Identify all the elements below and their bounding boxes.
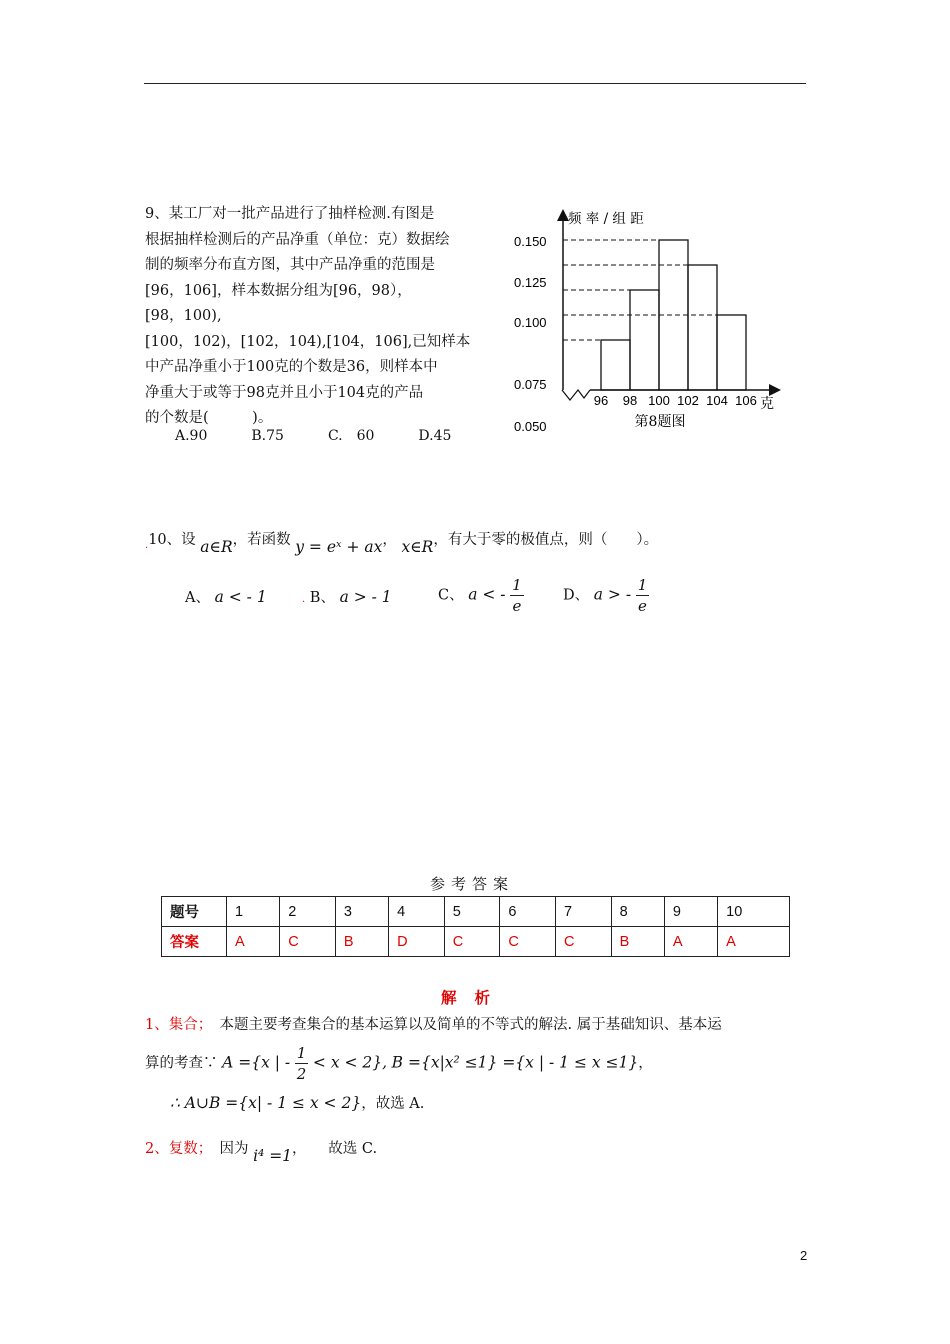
q9-line: 中产品净重小于100克的个数是36，则样本中 [145,359,438,375]
chart-title: 第8题图 [634,414,686,430]
q10-option-d-label: D、 [563,587,590,604]
q10-option-c-fraction [510,575,524,616]
answers-number-cell: 3 [335,897,388,927]
y-tick-label: 0.125 [514,275,547,290]
fraction-numerator: 1 [637,576,648,594]
question-9-text [145,202,485,432]
q10-option-d [563,575,649,616]
q10-sep: ， [382,532,397,548]
q9-line: [98，100), [145,308,222,324]
answers-value-cell: C [280,927,336,957]
x-tick-label: 106 [735,393,757,408]
analysis-1-setA-post: < x < 2}, [312,1053,388,1072]
analysis-title: 解析 [441,988,509,1007]
q9-line: 的个数是( )。 [145,410,273,426]
answers-number-cell: 7 [556,897,612,927]
q10-option-a-expr: a < - 1 [214,588,267,606]
analysis-1-union: ∴ A∪B ={x| - 1 ≤ x < 2} [170,1094,362,1112]
analysis-1-line-1 [145,1012,815,1038]
q9-line: 9、某工厂对一批产品进行了抽样检测.有图是 [145,206,435,222]
y-tick-label: 0.050 [514,419,547,434]
x-axis-label: 克 [760,396,774,412]
answers-value-cell: D [389,927,445,957]
q9-option: D.45 [418,428,452,444]
question-10: $_.$10、设 a∈R，若函数 y = eˣ + ax， x∈R，有大于零的极值点，则（ ）。 [145,532,659,556]
analysis-1-line-3 [170,1092,424,1113]
q10-option-c-expr: a < - [468,585,506,604]
q10-option-a [185,586,267,607]
analysis-2-text: 因为 [204,1141,249,1157]
analysis-1-tag: 1、集合； [145,1017,205,1033]
q10-option-b-label: B、 [309,590,335,606]
q9-line: 制的频率分布直方图，其中产品净重的范围是 [145,257,435,273]
answers-table [161,896,790,957]
answers-value-cell: A [718,927,790,957]
answers-number-cell: 4 [389,897,445,927]
answers-value-cell: A [664,927,717,957]
y-tick-label: 0.150 [514,234,547,249]
axis-break-icon [562,390,590,400]
answers-value-cell: B [611,927,664,957]
histogram-chart [500,200,790,450]
histogram-bar [630,290,659,390]
q10-option-b: . B、 a > - 1 [302,588,392,606]
answers-value-cell: C [500,927,556,957]
answers-value-cell: A [227,927,280,957]
answers-number-cell: 8 [611,897,664,927]
q10-option-d-fraction [636,575,650,616]
answers-value-cell: C [556,927,612,957]
fraction-denominator: 2 [296,1065,307,1083]
y-axis-label: 频 率 / 组 距 [568,211,644,227]
q10-a-in-r: a∈R [200,538,233,556]
page-number: 2 [800,1248,808,1263]
analysis-1-line2-pre: 算的考查∵ [145,1055,218,1072]
q10-option-a-label: A、 [185,590,210,606]
answers-number-cell: 2 [280,897,336,927]
fraction-numerator: 1 [296,1044,307,1062]
answers-header-label: 题号 [162,897,227,927]
answers-title: 参考答案 [430,875,515,893]
analysis-1-setA-pre: A ={x | - [222,1053,291,1072]
analysis-2 [145,1137,378,1165]
x-tick-label: 102 [677,393,699,408]
q10-mid: ，若函数 [232,532,291,548]
y-tick-label: 0.075 [514,377,547,392]
q10-option-c [438,575,524,616]
q9-option: B.75 [251,428,284,444]
y-tick-label: 0.100 [514,315,547,330]
histogram-bar [601,340,630,390]
q9-option: A.90 [175,428,208,444]
q10-prefix: 10、设 [148,532,196,548]
q9-option: C. 60 [327,428,375,444]
q9-line: [96，106]，样本数据分组为[96，98）， [145,282,412,299]
q9-line: [100，102)，[102，104),[104，106],已知样本 [145,333,471,350]
analysis-1-fraction [295,1043,309,1084]
q10-tail: ，有大于零的极值点，则（ ）。 [433,532,659,548]
x-tick-label: 96 [593,393,609,408]
fraction-denominator: e [638,597,647,615]
q10-x-in-r: x∈R [401,538,434,556]
answers-number-cell: 10 [718,897,790,927]
x-tick-label: 98 [622,393,638,408]
q10-option-b-expr: a > - 1 [339,588,392,606]
q10-function: y = eˣ + ax [295,538,383,556]
analysis-1-text: 本题主要考查集合的基本运算以及简单的不等式的解法. 属于基础知识、基本运 [204,1017,722,1033]
q10-option-c-label: C、 [438,587,464,604]
q9-line: 根据抽样检测后的产品净重（单位：克）数据绘 [145,231,450,248]
analysis-1-line-2 [145,1043,653,1084]
header-rule [144,83,806,84]
analysis-1-line2-end: ， [638,1055,653,1072]
histogram-bar [688,265,717,390]
x-tick-label: 100 [648,393,670,408]
analysis-1-setB: B ={x|x² ≤1} ={x | - 1 ≤ x ≤1} [391,1053,639,1072]
answers-number-cell: 6 [500,897,556,927]
answers-number-cell: 9 [664,897,717,927]
answers-number-cell: 5 [444,897,500,927]
question-9-options [175,425,495,445]
analysis-2-tag: 2、复数； [145,1141,205,1157]
analysis-2-end: ， 故选 C. [292,1141,378,1157]
fraction-numerator: 1 [512,576,522,594]
analysis-1-conclusion: ，故选 A. [361,1096,425,1112]
analysis-2-math: i⁴ =1 [253,1147,293,1165]
answers-value-cell: C [444,927,500,957]
q9-line: 净重大于或等于98克并且小于104克的产品 [145,384,424,401]
answers-number-cell: 1 [227,897,280,927]
histogram-bar [717,315,746,390]
answers-answer-label: 答案 [162,927,227,957]
x-tick-label: 104 [706,393,728,408]
answers-value-cell: B [335,927,388,957]
q10-option-d-expr: a > - [593,585,632,604]
fraction-denominator: e [512,597,522,615]
